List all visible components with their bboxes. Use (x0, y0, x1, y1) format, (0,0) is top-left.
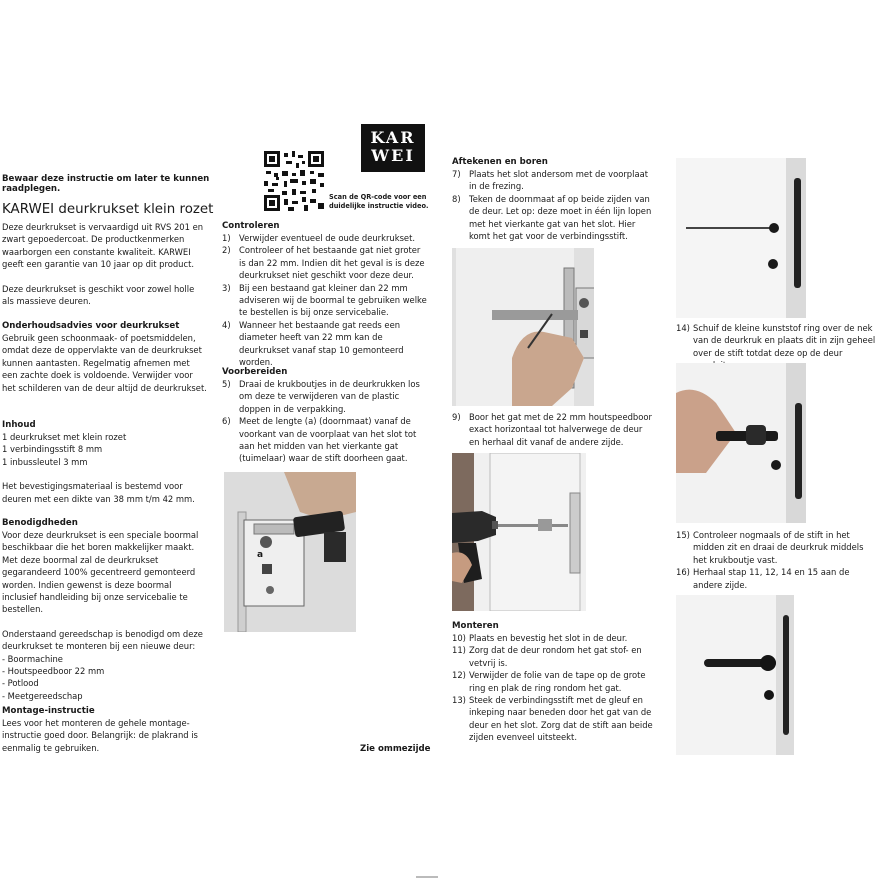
tool-item: - Meetgereedschap (2, 690, 83, 701)
zie-ommezijde: Zie ommezijde (360, 744, 431, 754)
inhoud-item: 1 verbindingsstift 8 mm (2, 444, 103, 455)
step-number: 3) (222, 282, 231, 293)
step-number: 12) (452, 670, 466, 681)
step-number: 16) (676, 567, 690, 578)
step-number: 4) (222, 319, 231, 330)
controleren-heading: Controleren (222, 221, 280, 231)
qr-caption: Scan de QR-code voor een duidelijke instructie video. (329, 193, 429, 210)
photo-drill (452, 453, 586, 611)
keep-note: Bewaar deze instructie om later te kunnen raadplegen. (2, 174, 210, 194)
step-number: 2) (222, 245, 231, 256)
step-text: Wanneer het bestaande gat reeds een diameter heeft van 22 mm kan de deurkrukset vanaf stap 10 gemonteerd worden. (239, 319, 404, 368)
step-item (452, 644, 654, 669)
inhoud-note: Het bevestigingsmateriaal is bestemd voor deuren met een dikte van 38 mm t/m 42 mm. (2, 481, 195, 504)
photo-measure-lock (224, 472, 356, 632)
step-item (676, 566, 878, 591)
step-text: Plaats het slot andersom met de voorplaat in de frezing. (469, 169, 649, 192)
tool-item: - Boormachine (2, 653, 63, 664)
step-number: 8) (452, 193, 461, 204)
aftekenen-section (452, 156, 654, 242)
step-number: 10) (452, 633, 466, 643)
step-text: Plaats en bevestig het slot in de deur. (469, 633, 628, 643)
step-item (222, 282, 428, 319)
step-text: Herhaal stap 11, 12, 14 en 15 aan de andere zijde. (693, 567, 850, 590)
photo-tighten (676, 363, 806, 523)
page-title: KARWEI deurkrukset klein rozet (2, 202, 214, 217)
step-item (222, 319, 428, 369)
step-text: Draai de krukboutjes in de deurkrukken los om deze te verwijderen van de plastic doppen in de verpakking. (239, 379, 420, 414)
onderhoud-heading: Onderhoudsadvies voor deurkrukset (2, 321, 180, 331)
qr-code-icon (264, 151, 324, 211)
photo-handle-mounted (676, 595, 794, 755)
step-item (452, 694, 654, 744)
step-text: Boor het gat met de 22 mm houtspeedboor exact horizontaal tot halverwege de deur en herhaal dit vanaf de andere zijde. (469, 412, 652, 447)
step-item (452, 411, 654, 448)
tool-item: - Houtspeedboor 22 mm (2, 666, 105, 677)
step-number: 14) (676, 323, 690, 333)
step-text: Schuif de kleine kunststof ring over de nek van de deurkruk en plaats dit in zijn geheel over de stift totdat deze op de deur (693, 323, 876, 358)
label-a: a (257, 550, 264, 560)
inhoud-item: 1 deurkrukset met klein rozet (2, 432, 127, 442)
step-number: 15) (676, 530, 690, 540)
inhoud-item: 1 inbussleutel 3 mm (2, 456, 88, 467)
step-text: Controleer of het bestaande gat niet groter is dan 22 mm. Indien dit het geval is is deze deurkrukset niet geschikt voor deze deur. (239, 245, 425, 281)
voorbereiden-heading: Voorbereiden (222, 367, 288, 377)
intro-paragraph: Deze deurkrukset is geschikt voor zowel holle als massieve deuren. (2, 283, 195, 307)
step-item (222, 415, 428, 465)
photo-stift (676, 158, 806, 318)
step-item (452, 669, 654, 694)
step-number: 7) (452, 169, 461, 179)
controleren-section (222, 220, 428, 368)
step-number: 9) (452, 412, 461, 422)
page-footer-mark (416, 876, 438, 878)
stift-illustration (676, 158, 806, 318)
step-item (676, 529, 878, 566)
tools-intro: Onderstaand gereedschap is benodigd om deze deurkrukset te monteren bij een nieuwe deur: (2, 628, 203, 652)
step-text: Meet de lengte (a) (doornmaat) vanaf de voorkant van de voorplaat van het slot tot aan het midden van het vierkante gat (tuimelaar) waar de stift doorheen gaat. (239, 416, 417, 464)
step-number: 1) (222, 233, 231, 243)
step-text: Verwijder eventueel de oude deurkrukset. (239, 233, 416, 243)
karwei-logo: KAR WEI (361, 124, 425, 172)
intro-section (2, 221, 207, 307)
step-item (222, 232, 428, 244)
step-item (452, 632, 654, 644)
step-item (222, 378, 428, 415)
handle-mounted-illustration (676, 595, 794, 755)
step15-16 (676, 529, 878, 591)
voorbereiden-section (222, 366, 428, 465)
step-text: Bij een bestaand gat kleiner dan 22 mm adviseren wij de boormal te gebruiken welke te bestellen is bij onze servicebalie. (239, 282, 427, 318)
monteren-heading: Monteren (452, 621, 499, 631)
step-number: 6) (222, 416, 231, 427)
step-item (452, 193, 654, 243)
benodigdheden-text: Voor deze deurkrukset is een speciale boormal beschikbaar die het boren makkelijker maakt. Met deze boormal zal de deurkrukset gegarandeerd 100% gecentreerd gemonteerd worden. Indien gewenst is deze boormal inclusief handleiding bij onze servicebalie te bestellen. (2, 530, 199, 615)
step-item (452, 168, 654, 193)
step-text: Controleer nogmaals of de stift in het midden zit en draai de deurkruk middels het krukboutje vast. (693, 530, 864, 565)
step-text: Teken de doornmaat af op beide zijden van de deur. Let op: deze moet in één lijn lopen met het vierkante gat van het slot. Hier komt het gat voor de verbindingsstift. (469, 193, 652, 242)
step-text: Zorg dat de deur rondom het gat stof- en vetvrij is. (469, 645, 642, 668)
mark-door-illustration (452, 248, 594, 406)
inhoud-heading: Inhoud (2, 420, 36, 430)
step-number: 5) (222, 379, 231, 389)
inhoud-section (2, 419, 207, 505)
step9 (452, 411, 654, 448)
photo-mark-door (452, 248, 594, 406)
qr-code[interactable] (264, 151, 324, 211)
drill-illustration (452, 453, 586, 611)
monteren-section (452, 620, 654, 744)
tighten-illustration (676, 363, 806, 523)
lock-measure-illustration (224, 472, 356, 632)
intro-paragraph: Deze deurkrukset is vervaardigd uit RVS 201 en zwart gepoedercoat. De productkenmerken waarborgen een constante kwaliteit. KARWEI geeft een garantie van 10 jaar op dit product. (2, 222, 204, 270)
step-number: 11) (452, 645, 466, 656)
step-item (222, 244, 428, 281)
benodigdheden-section (2, 517, 207, 702)
step-number: 13) (452, 695, 466, 706)
aftekenen-heading: Aftekenen en boren (452, 157, 548, 167)
step-text: Verwijder de folie van de tape op de grote ring en plak de ring rondom het gat. (469, 670, 646, 693)
montage-heading: Montage-instructie (2, 706, 95, 716)
benodigdheden-heading: Benodigdheden (2, 518, 78, 528)
onderhoud-text: Gebruik geen schoonmaak- of poetsmiddelen, omdat deze de oppervlakte van de deurkrukset kunnen aantasten. Regelmatig afnemen met een zachte doek is voldoende. Verwijder voor het schilderen van de deur altijd de deurkrukset. (2, 333, 207, 393)
montage-section (2, 705, 207, 754)
tool-item: - Potlood (2, 678, 39, 689)
montage-text: Lees voor het monteren de gehele montage-instructie goed door. Belangrijk: de plakrand is eenmalig te gebruiken. (2, 718, 198, 753)
step-text: Steek de verbindingsstift met de gleuf en inkeping naar beneden door het gat van de deur en het slot. Zorg dat de stift aan beide zijden evenveel uitsteekt. (469, 695, 653, 743)
onderhoud-section (2, 320, 207, 394)
